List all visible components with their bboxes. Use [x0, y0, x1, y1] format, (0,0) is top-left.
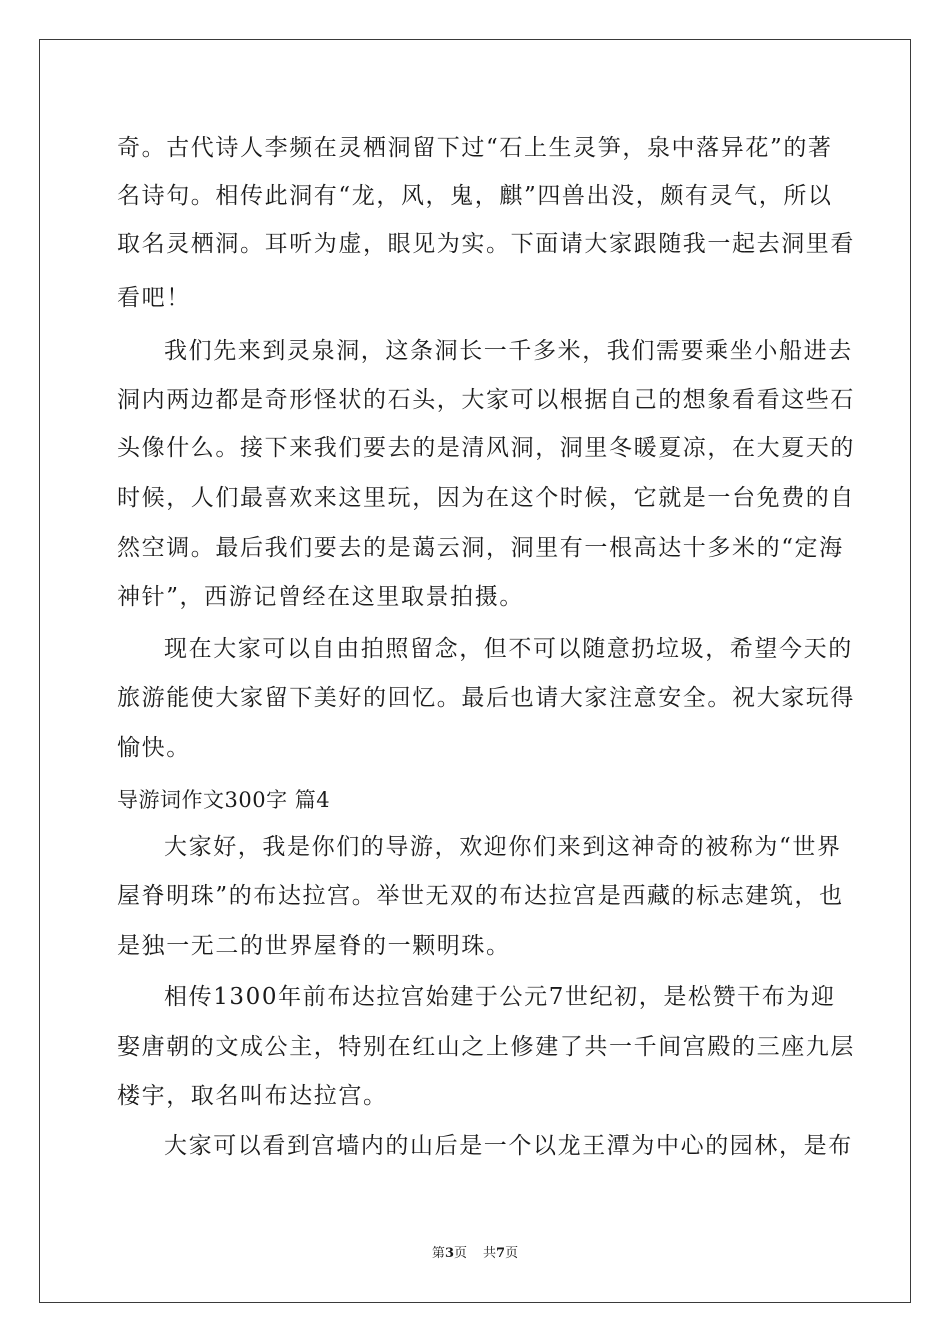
text-line: 屋脊明珠”的布达拉宫。举世无双的布达拉宫是西藏的标志建筑，也 — [117, 883, 844, 909]
paragraph-start-line: 大家好，我是你们的导游，欢迎你们来到这神奇的被称为“世界 — [164, 834, 842, 860]
section-heading: 导游词作文300字 篇4 — [117, 788, 331, 812]
text-line: 名诗句。相传此洞有“龙，风，鬼，麒”四兽出没，颇有灵气，所以 — [117, 183, 833, 209]
text-line: 洞内两边都是奇形怪状的石头，大家可以根据自己的想象看看这些石 — [117, 387, 855, 413]
total-suffix: 页 — [505, 1246, 519, 1261]
text-line: 看吧！ — [117, 285, 191, 311]
total-prefix: 共 — [483, 1246, 497, 1261]
text-line: 是独一无二的世界屋脊的一颗明珠。 — [117, 933, 511, 959]
text-line: 头像什么。接下来我们要去的是清风洞，洞里冬暖夏凉，在大夏天的 — [117, 435, 855, 461]
page-suffix: 页 — [453, 1246, 467, 1261]
text-line: 神针”，西游记曾经在这里取景拍摄。 — [117, 584, 524, 610]
text-line: 然空调。最后我们要去的是蔼云洞，洞里有一根高达十多米的“定海 — [117, 535, 844, 561]
page-prefix: 第 — [431, 1246, 445, 1261]
text-line: 楼宇，取名叫布达拉宫。 — [117, 1083, 388, 1109]
paragraph-start-line: 相传1300年前布达拉宫始建于公元7世纪初，是松赞干布为迎 — [164, 984, 836, 1010]
paragraph-start-line: 我们先来到灵泉洞，这条洞长一千多米，我们需要乘坐小船进去 — [164, 338, 853, 364]
page-number: 3 — [444, 1246, 454, 1261]
text-line: 时候，人们最喜欢来这里玩，因为在这个时候，它就是一台免费的自 — [117, 485, 855, 511]
text-line: 娶唐朝的文成公主，特别在红山之上修建了共一千间宫殿的三座九层 — [117, 1034, 855, 1060]
text-line: 旅游能使大家留下美好的回忆。最后也请大家注意安全。祝大家玩得 — [117, 685, 855, 711]
paragraph-start-line: 现在大家可以自由拍照留念，但不可以随意扔垃圾，希望今天的 — [164, 636, 853, 662]
page-footer — [0, 1245, 950, 1263]
text-line: 奇。古代诗人李频在灵栖洞留下过“石上生灵笋，泉中落异花”的著 — [117, 135, 833, 161]
text-line: 愉快。 — [117, 735, 191, 761]
total-pages: 7 — [496, 1246, 506, 1261]
text-line: 取名灵栖洞。耳听为虚，眼见为实。下面请大家跟随我一起去洞里看 — [117, 231, 855, 257]
paragraph-start-line: 大家可以看到宫墙内的山后是一个以龙王潭为中心的园林，是布 — [164, 1133, 853, 1159]
